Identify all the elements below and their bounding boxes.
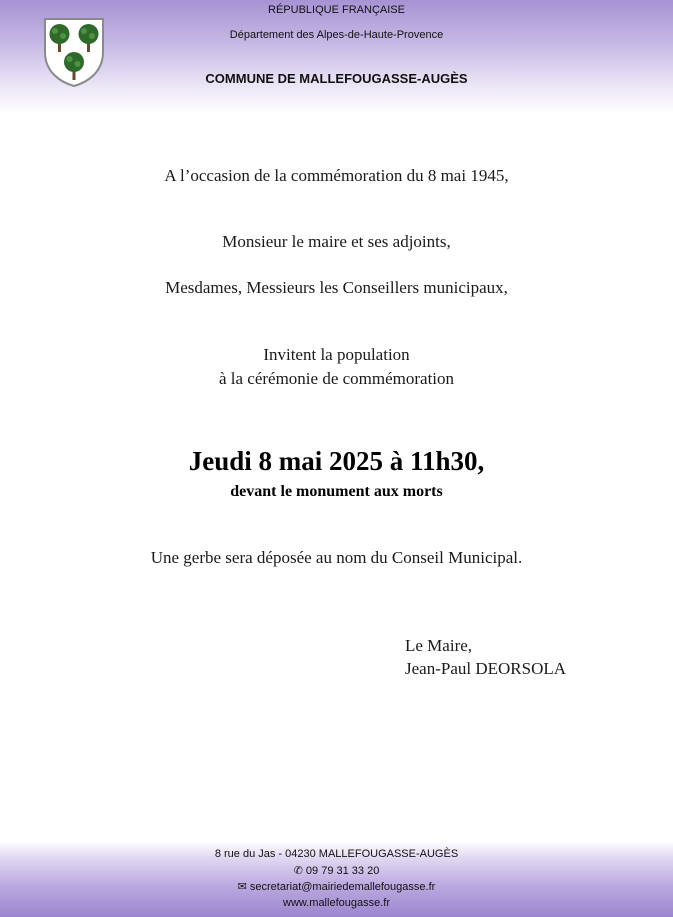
conseillers-text: Mesdames, Messieurs les Conseillers municipaux, — [165, 278, 508, 297]
republique-heading: RÉPUBLIQUE FRANÇAISE — [268, 4, 405, 16]
footer-phone — [0, 864, 673, 877]
gerbe-text: Une gerbe sera déposée au nom du Conseil Municipal. — [150, 548, 523, 567]
occasion-text: A l’occasion de la commémoration du 8 mai 1945, — [164, 166, 509, 185]
signature-name: Jean-Paul DEORSOLA — [405, 659, 567, 678]
maire-text: Monsieur le maire et ses adjoints, — [222, 232, 451, 251]
signature-title: Le Maire, — [405, 636, 473, 655]
event-location: devant le monument aux morts — [230, 483, 443, 500]
phone-number: 09 79 31 33 20 — [305, 865, 380, 877]
footer-website[interactable]: www.mallefougasse.fr — [283, 897, 390, 909]
event-date: Jeudi 8 mai 2025 à 11h30, — [188, 446, 485, 476]
mail-icon: ✉ — [237, 881, 247, 893]
footer-email — [0, 880, 673, 893]
commune-heading: COMMUNE DE MALLEFOUGASSE-AUGÈS — [205, 71, 468, 86]
footer-address: 8 rue du Jas - 04230 MALLEFOUGASSE-AUGÈS — [214, 848, 459, 860]
ceremonie-text: à la cérémonie de commémoration — [218, 369, 455, 388]
email-address[interactable]: secretariat@mairiedemallefougasse.fr — [249, 881, 436, 893]
departement-heading: Département des Alpes-de-Haute-Provence — [229, 29, 444, 41]
phone-icon: ✆ — [293, 865, 303, 877]
invitent-text: Invitent la population — [263, 345, 410, 364]
